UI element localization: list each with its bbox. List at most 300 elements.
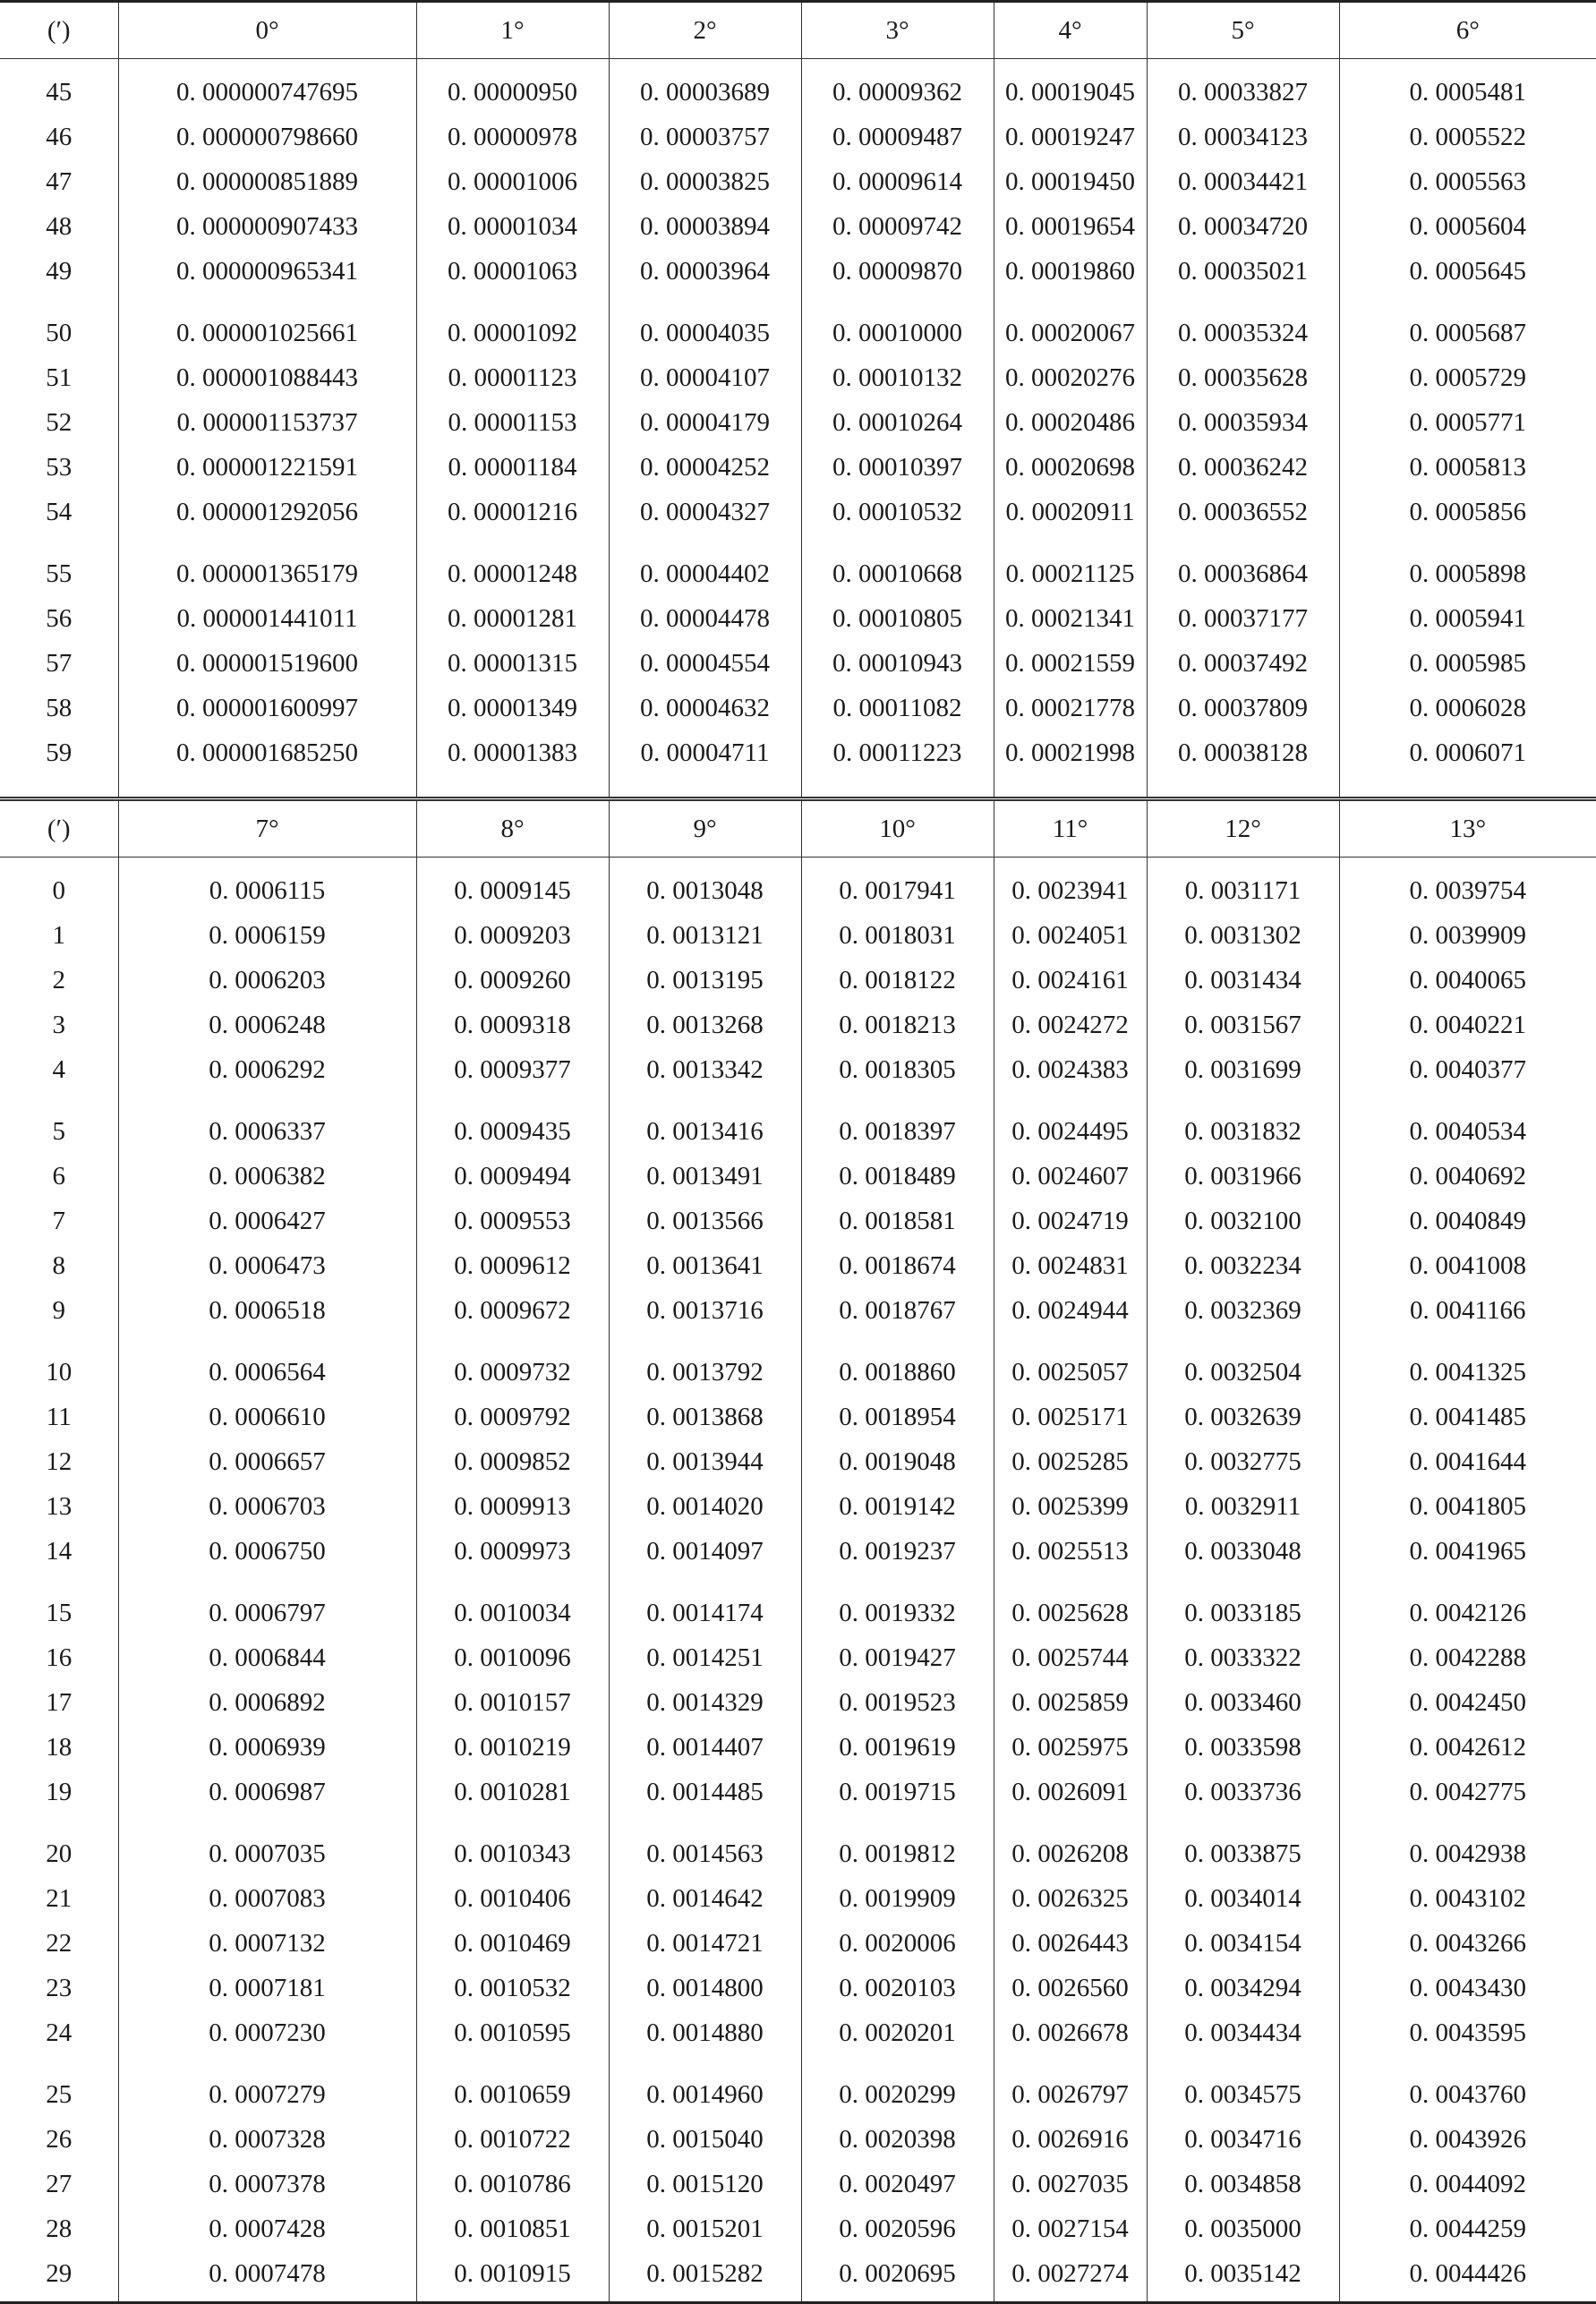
table-row: [417, 736, 609, 781]
value-column: [1147, 59, 1339, 798]
table-row: [610, 691, 801, 736]
table-row: [994, 1882, 1147, 1926]
inv-value: 0. 0007328: [209, 2122, 326, 2156]
value-column: [1147, 858, 1339, 2303]
table-row: [0, 691, 118, 736]
table-row: [1148, 1293, 1339, 1338]
inv-value: 0. 0041805: [1410, 1489, 1527, 1523]
inv-value: 0. 0005856: [1410, 495, 1527, 529]
table-row: [119, 1400, 416, 1445]
inv-value: 0. 00011082: [833, 691, 962, 725]
table-row: [1148, 918, 1339, 963]
inv-value: 0. 0032234: [1184, 1249, 1302, 1283]
table-row: [119, 450, 416, 495]
minute-label: 47: [46, 165, 72, 199]
row-group: [1148, 557, 1339, 781]
row-group: [1340, 1596, 1596, 1820]
table-row: [1148, 1159, 1339, 1204]
inv-value: 0. 0018767: [839, 1293, 956, 1327]
table-row: [1148, 1008, 1339, 1053]
inv-value: 0. 0019909: [839, 1882, 956, 1916]
row-group: [119, 2078, 416, 2301]
table-row: [0, 2078, 118, 2122]
table-row: [610, 2016, 801, 2061]
table-row: [802, 209, 994, 254]
inv-value: 0. 0041644: [1410, 1445, 1527, 1479]
inv-value: 0. 0025285: [1011, 1445, 1129, 1479]
table-row: [119, 602, 416, 646]
inv-value: 0. 0006797: [209, 1596, 326, 1630]
inv-value: 0. 0006427: [209, 1204, 326, 1238]
table-row: [417, 2257, 609, 2301]
table-row: [1340, 1685, 1596, 1730]
minute-label: 54: [46, 495, 72, 529]
inv-value: 0. 0010915: [454, 2257, 571, 2291]
row-group: [0, 1837, 118, 2061]
inv-value: 0. 0013342: [646, 1053, 764, 1087]
inv-value: 0. 0025171: [1011, 1400, 1129, 1434]
value-column: [1339, 858, 1596, 2303]
table-row: [0, 1685, 118, 1730]
table-row: [610, 2167, 801, 2212]
minute-label: 27: [46, 2167, 72, 2201]
table-row: [994, 1971, 1147, 2016]
table-row: [1148, 1114, 1339, 1159]
table-row: [1148, 1596, 1339, 1641]
table-row: [417, 1204, 609, 1249]
table-row: [1148, 450, 1339, 495]
inv-value: 0. 0006473: [209, 1249, 326, 1283]
inv-value: 0. 00001034: [448, 209, 577, 243]
row-group: [417, 874, 609, 1097]
table-row: [417, 918, 609, 963]
inv-value: 0. 000001441011: [177, 602, 358, 636]
table-row: [610, 874, 801, 918]
table-row: [1340, 1204, 1596, 1249]
inv-value: 0. 0018213: [839, 1008, 956, 1042]
inv-value: 0. 0025859: [1011, 1685, 1129, 1719]
inv-value: 0. 0043266: [1410, 1926, 1527, 1960]
table-row: [994, 2016, 1147, 2061]
table-row: [417, 361, 609, 405]
inv-value: 0. 00035021: [1178, 254, 1308, 288]
inv-value: 0. 0006203: [209, 963, 326, 997]
inv-value: 0. 00001315: [448, 646, 577, 680]
inv-value: 0. 00021778: [1005, 691, 1135, 725]
table-row: [610, 1685, 801, 1730]
table-row: [994, 963, 1147, 1008]
inv-value: 0. 0009377: [454, 1053, 571, 1087]
table-row: [0, 1445, 118, 1489]
value-column: [609, 858, 801, 2303]
table-row: [610, 1641, 801, 1685]
inv-value: 0. 0040221: [1410, 1008, 1527, 1042]
table-section: [0, 797, 1596, 2304]
inv-value: 0. 00036242: [1178, 450, 1308, 484]
inv-value: 0. 00034720: [1178, 209, 1308, 243]
inv-value: 0. 0005771: [1410, 405, 1527, 439]
inv-value: 0. 0013048: [646, 874, 764, 908]
table-row: [417, 1596, 609, 1641]
inv-value: 0. 0032639: [1184, 1400, 1302, 1434]
inv-value: 0. 0006518: [209, 1293, 326, 1327]
minute-label: 23: [46, 1971, 72, 2005]
inv-value: 0. 0010595: [454, 2016, 571, 2050]
table-row: [417, 1008, 609, 1053]
table-row: [119, 1596, 416, 1641]
degree-header: 12°: [1147, 799, 1339, 858]
table-row: [417, 963, 609, 1008]
table-row: [119, 1971, 416, 2016]
table-row: [417, 1730, 609, 1775]
value-column: [1339, 59, 1596, 798]
inv-value: 0. 0033460: [1184, 1685, 1302, 1719]
column-header-row: [0, 2, 1596, 59]
inv-value: 0. 0010343: [454, 1837, 571, 1871]
inv-value: 0. 0035142: [1184, 2257, 1302, 2291]
table-row: [0, 918, 118, 963]
inv-value: 0. 00019045: [1005, 75, 1135, 109]
inv-value: 0. 0026208: [1011, 1837, 1129, 1871]
inv-value: 0. 00001092: [448, 316, 577, 350]
table-row: [119, 254, 416, 299]
inv-value: 0. 0013716: [646, 1293, 764, 1327]
table-row: [610, 1114, 801, 1159]
row-group: [1340, 1114, 1596, 1338]
inv-value: 0. 00001349: [448, 691, 577, 725]
inv-value: 0. 0042938: [1410, 1837, 1527, 1871]
table-row: [802, 602, 994, 646]
inv-value: 0. 0025513: [1011, 1534, 1129, 1568]
table-row: [0, 2016, 118, 2061]
table-row: [1148, 1971, 1339, 2016]
inv-value: 0. 0044426: [1410, 2257, 1527, 2291]
value-column: [994, 59, 1147, 798]
inv-value: 0. 0044259: [1410, 2212, 1527, 2246]
table-row: [1148, 1926, 1339, 1971]
inv-value: 0. 0005898: [1410, 557, 1527, 591]
row-group: [417, 75, 609, 299]
row-group: [417, 1114, 609, 1338]
table-row: [119, 1837, 416, 1882]
table-row: [1148, 1249, 1339, 1293]
row-group: [610, 557, 801, 781]
inv-value: 0. 0031567: [1184, 1008, 1302, 1042]
table-row: [119, 1730, 416, 1775]
inv-value: 0. 00019247: [1005, 120, 1135, 154]
inv-value: 0. 0014960: [646, 2078, 764, 2112]
degree-header: 2°: [609, 2, 801, 59]
inv-value: 0. 0040849: [1410, 1204, 1527, 1238]
row-group: [610, 874, 801, 1097]
minute-label: 2: [53, 963, 66, 997]
minute-label: 1: [53, 918, 66, 952]
inv-value: 0. 0007428: [209, 2212, 326, 2246]
table-row: [417, 1837, 609, 1882]
table-row: [119, 918, 416, 963]
table-row: [610, 1159, 801, 1204]
row-group: [802, 874, 994, 1097]
table-row: [119, 963, 416, 1008]
row-group: [802, 1114, 994, 1338]
table-row: [610, 209, 801, 254]
row-group: [119, 316, 416, 540]
table-row: [610, 1971, 801, 2016]
value-column: [416, 858, 609, 2303]
table-row: [1148, 2122, 1339, 2167]
inv-value: 0. 0013641: [646, 1249, 764, 1283]
table-row: [417, 1400, 609, 1445]
table-row: [994, 1053, 1147, 1097]
inv-value: 0. 0026091: [1011, 1775, 1129, 1809]
table-row: [1148, 1445, 1339, 1489]
row-group: [994, 316, 1147, 540]
inv-value: 0. 0009973: [454, 1534, 571, 1568]
table-row: [1340, 1400, 1596, 1445]
table-row: [610, 1008, 801, 1053]
table-row: [119, 1159, 416, 1204]
table-row: [119, 1249, 416, 1293]
degree-header: 10°: [801, 799, 994, 858]
inv-value: 0. 00001383: [448, 736, 577, 770]
row-group: [1340, 316, 1596, 540]
table-row: [994, 1596, 1147, 1641]
minute-label: 9: [53, 1293, 66, 1327]
inv-value: 0. 00009487: [832, 120, 962, 154]
table-row: [994, 1926, 1147, 1971]
inv-value: 0. 000001600997: [176, 691, 358, 725]
table-row: [610, 450, 801, 495]
degree-header: 5°: [1147, 2, 1339, 59]
table-row: [119, 1882, 416, 1926]
table-row: [417, 874, 609, 918]
inv-value: 0. 00004252: [640, 450, 770, 484]
table-row: [417, 254, 609, 299]
table-row: [417, 1971, 609, 2016]
value-column: [994, 858, 1147, 2303]
inv-value: 0. 000001292056: [176, 495, 358, 529]
table-row: [119, 646, 416, 691]
table-row: [417, 2167, 609, 2212]
inv-value: 0. 0006292: [209, 1053, 326, 1087]
table-row: [417, 557, 609, 602]
row-group: [1340, 1837, 1596, 2061]
inv-value: 0. 0019332: [839, 1596, 956, 1630]
table-row: [119, 495, 416, 540]
inv-value: 0. 0013121: [646, 918, 764, 952]
inv-value: 0. 0031434: [1184, 963, 1302, 997]
row-group: [610, 316, 801, 540]
inv-value: 0. 000001519600: [176, 646, 358, 680]
inv-value: 0. 0024607: [1011, 1159, 1129, 1193]
table-row: [802, 75, 994, 120]
inv-value: 0. 0010722: [454, 2122, 571, 2156]
inv-value: 0. 00003757: [640, 120, 770, 154]
table-row: [0, 316, 118, 361]
inv-value: 0. 0009494: [454, 1159, 571, 1193]
table-row: [1340, 1926, 1596, 1971]
inv-value: 0. 0010851: [454, 2212, 571, 2246]
inv-value: 0. 000000798660: [176, 120, 358, 154]
row-group: [610, 75, 801, 299]
table-row: [994, 1534, 1147, 1579]
row-group: [610, 1596, 801, 1820]
inv-value: 0. 0032369: [1184, 1293, 1302, 1327]
table-row: [1340, 1293, 1596, 1338]
table-row: [802, 361, 994, 405]
inv-value: 0. 0005687: [1410, 316, 1527, 350]
row-group: [0, 316, 118, 540]
minute-label: 0: [53, 874, 66, 908]
table-row: [417, 1445, 609, 1489]
row-group: [1148, 75, 1339, 299]
table-row: [994, 1400, 1147, 1445]
table-row: [417, 165, 609, 209]
inv-value: 0. 00003825: [640, 165, 770, 199]
inv-value: 0. 00021341: [1005, 602, 1135, 636]
table-row: [994, 1445, 1147, 1489]
inv-value: 0. 0040377: [1410, 1053, 1527, 1087]
minute-label: 5: [53, 1114, 66, 1148]
inv-value: 0. 00001063: [448, 254, 577, 288]
table-row: [610, 1596, 801, 1641]
inv-value: 0. 00037492: [1178, 646, 1308, 680]
inv-value: 0. 0019523: [839, 1685, 956, 1719]
table-row: [417, 1053, 609, 1097]
row-group: [417, 316, 609, 540]
minute-label: 22: [46, 1926, 72, 1960]
row-group: [994, 1596, 1147, 1820]
inv-value: 0. 00000950: [448, 75, 577, 109]
table-row: [1340, 209, 1596, 254]
inv-value: 0. 0009260: [454, 963, 571, 997]
inv-value: 0. 00004107: [640, 361, 770, 395]
table-row: [1340, 1489, 1596, 1534]
degree-header: 11°: [994, 799, 1147, 858]
table-row: [802, 1730, 994, 1775]
minute-label: 50: [46, 316, 72, 350]
row-group: [119, 1355, 416, 1579]
table-row: [1148, 1489, 1339, 1534]
inv-value: 0. 00004711: [641, 736, 770, 770]
minute-label: 21: [46, 1882, 72, 1916]
inv-value: 0. 0006248: [209, 1008, 326, 1042]
minute-label: 16: [46, 1641, 72, 1675]
inv-value: 0. 0042450: [1410, 1685, 1527, 1719]
minute-label: 13: [46, 1489, 72, 1523]
inv-value: 0. 0006939: [209, 1730, 326, 1764]
table-row: [1340, 254, 1596, 299]
minute-label: 46: [46, 120, 72, 154]
table-row: [119, 75, 416, 120]
row-group: [1340, 557, 1596, 781]
inv-value: 0. 00003894: [640, 209, 770, 243]
inv-value: 0. 00003689: [640, 75, 770, 109]
inv-value: 0. 0040534: [1410, 1114, 1527, 1148]
table-row: [610, 1249, 801, 1293]
table-row: [119, 1114, 416, 1159]
table-row: [0, 120, 118, 165]
table-row: [1340, 495, 1596, 540]
row-group: [1148, 2078, 1339, 2301]
table-row: [1148, 874, 1339, 918]
inv-value: 0. 0033048: [1184, 1534, 1302, 1568]
inv-value: 0. 0010406: [454, 1882, 571, 1916]
table-row: [802, 1596, 994, 1641]
inv-value: 0. 0026325: [1011, 1882, 1129, 1916]
inv-value: 0. 0014407: [646, 1730, 764, 1764]
table-row: [1340, 1971, 1596, 2016]
inv-value: 0. 000001153737: [177, 405, 358, 439]
inv-value: 0. 0024161: [1011, 963, 1129, 997]
table-row: [610, 120, 801, 165]
table-row: [994, 2122, 1147, 2167]
inv-value: 0. 0031171: [1185, 874, 1301, 908]
minute-label: 18: [46, 1730, 72, 1764]
table-row: [119, 165, 416, 209]
row-group: [802, 557, 994, 781]
inv-value: 0. 000000851889: [176, 165, 358, 199]
inv-value: 0. 00019450: [1005, 165, 1135, 199]
table-row: [417, 1685, 609, 1730]
table-row: [610, 602, 801, 646]
table-row: [0, 1596, 118, 1641]
value-column: [609, 59, 801, 798]
table-row: [610, 1293, 801, 1338]
inv-value: 0. 0026560: [1011, 1971, 1129, 2005]
row-group: [994, 1355, 1147, 1579]
table-row: [119, 2212, 416, 2257]
table-row: [994, 361, 1147, 405]
table-row: [610, 1204, 801, 1249]
table-row: [1340, 646, 1596, 691]
inv-value: 0. 0032100: [1184, 1204, 1302, 1238]
minutes-header: (′): [0, 2, 118, 59]
table-row: [119, 736, 416, 781]
table-row: [119, 2257, 416, 2301]
minute-label: 55: [46, 557, 72, 591]
inv-value: 0. 0024051: [1011, 918, 1129, 952]
table-row: [417, 2016, 609, 2061]
inv-value: 0. 0007378: [209, 2167, 326, 2201]
table-row: [1340, 2122, 1596, 2167]
inv-value: 0. 00035324: [1178, 316, 1308, 350]
inv-value: 0. 000001088443: [176, 361, 358, 395]
inv-value: 0. 00010000: [832, 316, 962, 350]
inv-value: 0. 0018581: [839, 1204, 956, 1238]
inv-value: 0. 0005729: [1410, 361, 1527, 395]
inv-value: 0. 0020497: [839, 2167, 956, 2201]
inv-value: 0. 0042288: [1410, 1641, 1527, 1675]
inv-value: 0. 0044092: [1410, 2167, 1527, 2201]
minute-label: 6: [53, 1159, 66, 1193]
table-row: [802, 1882, 994, 1926]
inv-value: 0. 000001221591: [176, 450, 358, 484]
inv-value: 0. 0041965: [1410, 1534, 1527, 1568]
row-group: [1148, 316, 1339, 540]
table-row: [994, 691, 1147, 736]
table-row: [1148, 646, 1339, 691]
inv-value: 0. 00004632: [640, 691, 770, 725]
table-row: [0, 361, 118, 405]
table-row: [802, 963, 994, 1008]
minute-label: 59: [46, 736, 72, 770]
inv-value: 0. 0019427: [839, 1641, 956, 1675]
table-row: [1340, 918, 1596, 963]
table-row: [610, 1053, 801, 1097]
table-row: [610, 1400, 801, 1445]
table-row: [0, 646, 118, 691]
